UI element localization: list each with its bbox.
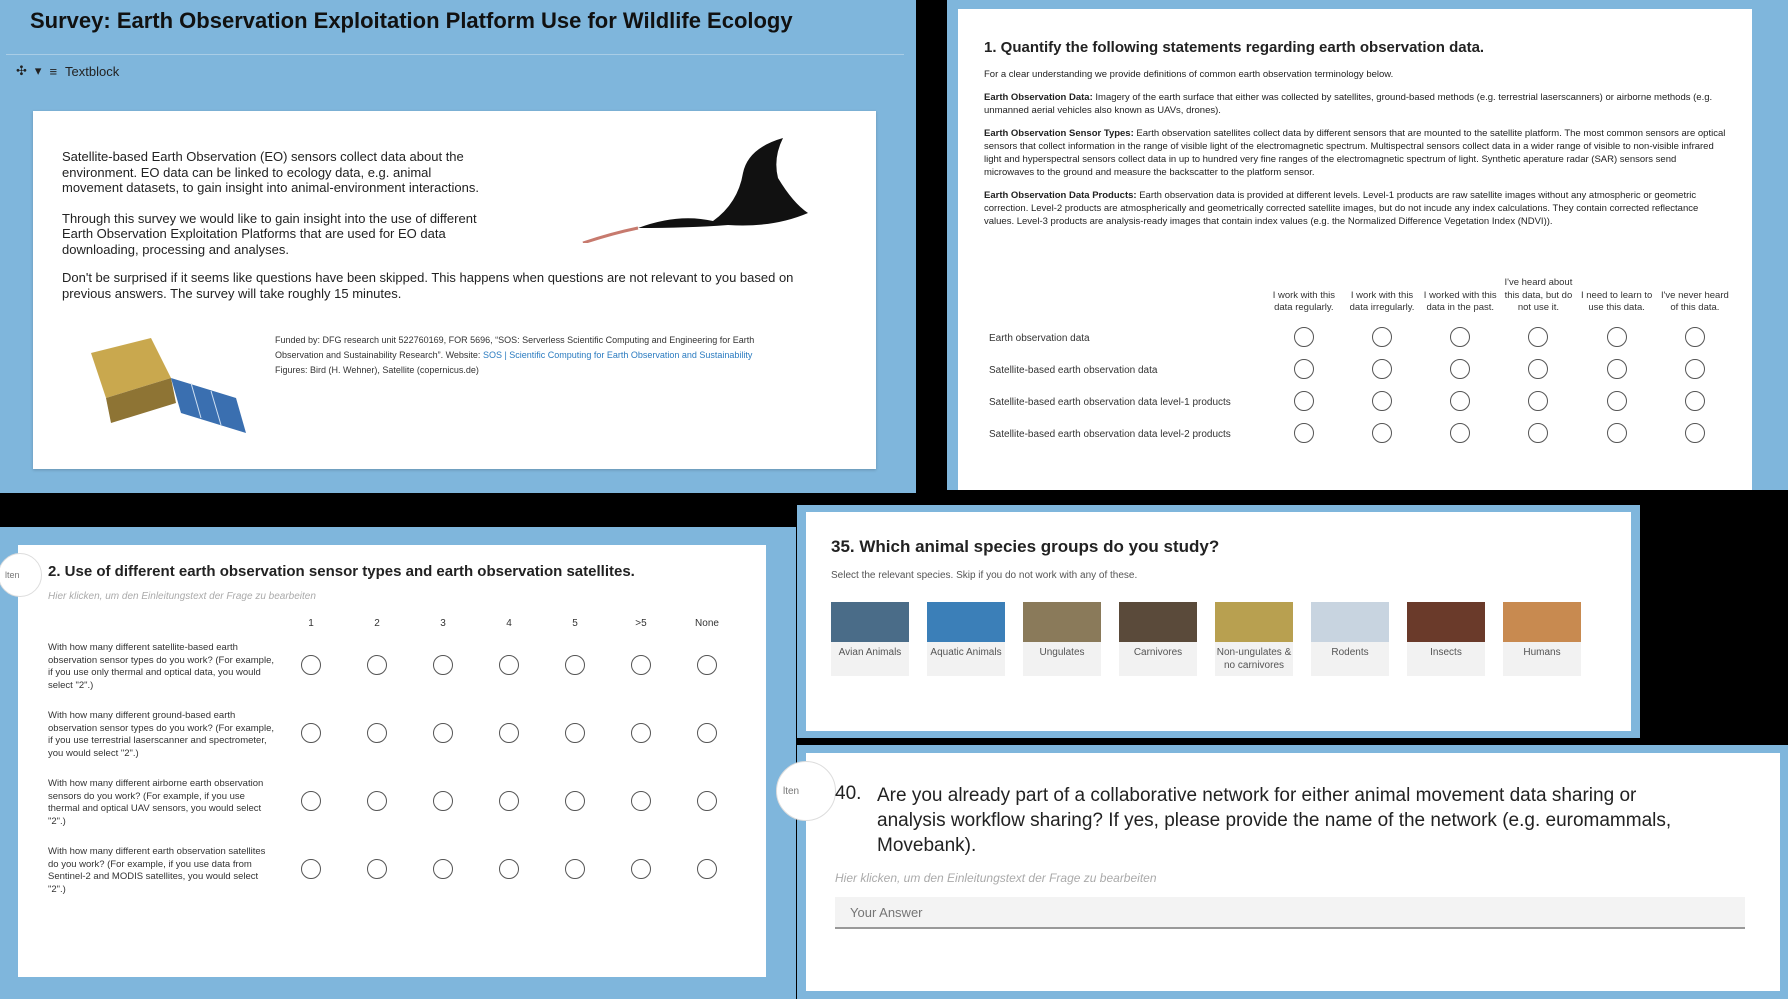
radio-button[interactable] bbox=[1528, 391, 1548, 411]
radio-button[interactable] bbox=[631, 791, 651, 811]
block-toolbar bbox=[16, 63, 119, 79]
non-ungulates-image bbox=[1215, 602, 1293, 642]
question-2-card bbox=[5, 545, 766, 977]
radio-button[interactable] bbox=[433, 655, 453, 675]
matrix-row bbox=[984, 387, 1734, 419]
radio-button[interactable] bbox=[565, 723, 585, 743]
column-header: None bbox=[695, 617, 719, 629]
radio-button[interactable] bbox=[1372, 359, 1392, 379]
radio-button[interactable] bbox=[565, 791, 585, 811]
radio-button[interactable] bbox=[433, 859, 453, 879]
species-option-humans[interactable]: Humans bbox=[1503, 602, 1581, 676]
row-label: Satellite-based earth observation data level-2 products bbox=[989, 429, 1231, 440]
column-header: 2 bbox=[374, 617, 380, 629]
column-header: 1 bbox=[308, 617, 314, 629]
species-option-ungulates[interactable]: Ungulates bbox=[1023, 602, 1101, 676]
matrix-row bbox=[48, 837, 740, 905]
column-header: I need to learn to use this data. bbox=[1580, 289, 1653, 313]
intro-card bbox=[33, 111, 876, 469]
row-label: Satellite-based earth observation data bbox=[989, 365, 1158, 376]
radio-button[interactable] bbox=[301, 791, 321, 811]
matrix-row bbox=[48, 633, 740, 701]
species-option-carnivores[interactable]: Carnivores bbox=[1119, 602, 1197, 676]
column-header: I work with this data irregularly. bbox=[1349, 289, 1415, 313]
column-header: I've never heard of this data. bbox=[1660, 289, 1729, 313]
radio-button[interactable] bbox=[499, 791, 519, 811]
textblock-label[interactable]: Textblock bbox=[65, 63, 120, 79]
column-header: 4 bbox=[506, 617, 512, 629]
question-1-card bbox=[958, 9, 1752, 490]
column-header: 5 bbox=[572, 617, 578, 629]
radio-button[interactable] bbox=[631, 723, 651, 743]
chevron-down-icon[interactable]: ▾ bbox=[34, 63, 42, 78]
row-label: With how many different ground-based earth observation sensor types do you work? (For example, if you use terrestrial laserscanner and spectrometer, you would select "2".) bbox=[48, 710, 274, 759]
radio-button[interactable] bbox=[1685, 359, 1705, 379]
question-2-matrix bbox=[48, 613, 740, 905]
row-label: Satellite-based earth observation data level-1 products bbox=[989, 397, 1231, 408]
radio-button[interactable] bbox=[631, 859, 651, 879]
side-button[interactable]: lten bbox=[776, 761, 836, 821]
rodents-image bbox=[1311, 602, 1389, 642]
radio-button[interactable] bbox=[499, 723, 519, 743]
radio-button[interactable] bbox=[367, 723, 387, 743]
intro-text bbox=[62, 149, 482, 272]
species-option-aquatic[interactable]: Aquatic Animals bbox=[927, 602, 1005, 676]
definition-sensor-types: Earth Observation Sensor Types: Earth observation satellites collect data by different sensors that are mounted to the satellite platform. The most common sensors are optical sensors that collect information in the range of visible light of the electromagnetic spectrum. Multispectral sensors collect data in a wider range of visible to non-visible infrared light and hyperspectral sensors collect data in up to hundred very fine ranges of the electromagnetic spectrum of light. Synthetic aperature radar (SAR) sensors send microwaves to the ground and measure the backscatter to the platform sensor. bbox=[984, 128, 1726, 178]
radio-button[interactable] bbox=[1528, 327, 1548, 347]
intro-paragraph-2: Through this survey we would like to gain insight into the use of different Earth Observation Exploitation Platforms that are used for EO data downloading, processing and analyses. bbox=[62, 210, 477, 257]
radio-button[interactable] bbox=[565, 859, 585, 879]
radio-button[interactable] bbox=[1685, 423, 1705, 443]
question-40-number: 40. bbox=[835, 783, 862, 804]
column-header: >5 bbox=[635, 617, 647, 629]
row-label: With how many different airborne earth observation sensors do you work? (For example, if you use thermal and optical UAV sensors, you would select "2".) bbox=[48, 778, 264, 827]
species-option-non-ungulates[interactable]: Non-ungulates & no carnivores bbox=[1215, 602, 1293, 676]
radio-button[interactable] bbox=[1685, 391, 1705, 411]
radio-button[interactable] bbox=[499, 859, 519, 879]
radio-button[interactable] bbox=[1607, 423, 1627, 443]
radio-button[interactable] bbox=[1450, 423, 1470, 443]
radio-button[interactable] bbox=[367, 859, 387, 879]
radio-button[interactable] bbox=[1607, 391, 1627, 411]
question-2-title: 2. Use of different earth observation sensor types and earth observation satellites. bbox=[48, 563, 635, 580]
species-options bbox=[831, 602, 1581, 676]
radio-button[interactable] bbox=[565, 655, 585, 675]
radio-button[interactable] bbox=[631, 655, 651, 675]
figures-credit: Figures: Bird (H. Wehner), Satellite (copernicus.de) bbox=[275, 365, 479, 375]
definition-data-products: Earth Observation Data Products: Earth observation data is provided at different levels. Level-1 products are raw satellite images without any atmospheric or geometric correction. Level-2 products are atmospherically and geometrically corrected satellite images, but do not incude any index calculations. They contain corrected reflectance values. Level-3 products are analysis-ready images that contain index values (e.g. the Normalized Difference Vegetation Index (NDVI)). bbox=[984, 190, 1699, 227]
matrix-row bbox=[984, 323, 1734, 355]
radio-button[interactable] bbox=[1685, 327, 1705, 347]
avian-image bbox=[831, 602, 909, 642]
column-header: 3 bbox=[440, 617, 446, 629]
funding-note: Funded by: DFG research unit 522760169, FOR 5696, “SOS: Serverless Scientific Computing and Engineering for Earth Observation and Sustainability Research”. Website: SOS | Scientific Computing for Earth Observation and Sustainability Figures: Bird (H. Wehner), Satellite (copernicus.de) bbox=[275, 335, 755, 375]
radio-button[interactable] bbox=[301, 859, 321, 879]
radio-button[interactable] bbox=[1528, 359, 1548, 379]
survey-title: Survey: Earth Observation Exploitation Platform Use for Wildlife Ecology bbox=[30, 8, 793, 33]
radio-button[interactable] bbox=[697, 791, 717, 811]
question-35-title: 35. Which animal species groups do you study? bbox=[831, 537, 1220, 556]
definitions-lead: For a clear understanding we provide definitions of common earth observation terminology below. bbox=[984, 69, 1394, 80]
question-1-title: 1. Quantify the following statements regarding earth observation data. bbox=[984, 39, 1485, 56]
matrix-row bbox=[984, 355, 1734, 387]
radio-button[interactable] bbox=[1528, 423, 1548, 443]
radio-button[interactable] bbox=[1450, 327, 1470, 347]
radio-button[interactable] bbox=[1372, 327, 1392, 347]
radio-button[interactable] bbox=[301, 723, 321, 743]
column-header: I worked with this data in the past. bbox=[1423, 289, 1497, 313]
radio-button[interactable] bbox=[1450, 391, 1470, 411]
radio-button[interactable] bbox=[1294, 327, 1314, 347]
row-label: With how many different earth observation satellites do you work? (For example, if you use data from Sentinel-2 and MODIS satellites, you would select "2".) bbox=[48, 846, 266, 895]
question-1-panel bbox=[947, 0, 1788, 490]
question-40-text: Are you already part of a collaborative network for either animal movement data sharing or analysis workflow sharing? If yes, please provide the name of the network (e.g. euromammals, Movebank). bbox=[877, 785, 1672, 856]
row-label: With how many different satellite-based earth observation sensor types do you work? (For example, if you use only thermal and optical data, you would select "2".) bbox=[48, 642, 274, 691]
radio-button[interactable] bbox=[499, 655, 519, 675]
column-header: I've heard about this data, but do not use it. bbox=[1504, 277, 1573, 313]
question-35-subtitle: Select the relevant species. Skip if you do not work with any of these. bbox=[831, 570, 1138, 581]
edit-intro-hint[interactable]: Hier klicken, um den Einleitungstext der Frage zu bearbeiten bbox=[48, 591, 316, 602]
question-1-matrix bbox=[984, 277, 1734, 451]
intro-paragraph-3: Don't be surprised if it seems like questions have been skipped. This happens when questions are not relevant to you based on previous answers. The survey will take roughly 15 minutes. bbox=[62, 270, 794, 301]
bird-image bbox=[578, 133, 808, 243]
move-icon[interactable]: ✣ bbox=[16, 63, 27, 78]
textblock-icon: ≡ bbox=[49, 63, 58, 79]
humans-image bbox=[1503, 602, 1581, 642]
aquatic-image bbox=[927, 602, 1005, 642]
radio-button[interactable] bbox=[301, 655, 321, 675]
divider bbox=[6, 54, 904, 55]
edit-intro-hint[interactable]: Hier klicken, um den Einleitungstext der Frage zu bearbeiten bbox=[835, 871, 1157, 885]
column-header: I work with this data regularly. bbox=[1272, 289, 1335, 313]
species-option-insects[interactable]: Insects bbox=[1407, 602, 1485, 676]
radio-button[interactable] bbox=[1372, 423, 1392, 443]
satellite-image bbox=[61, 323, 251, 438]
radio-button[interactable] bbox=[697, 655, 717, 675]
radio-button[interactable] bbox=[1607, 327, 1627, 347]
radio-button[interactable] bbox=[697, 859, 717, 879]
sos-website-link[interactable]: SOS | Scientific Computing for Earth Observation and Sustainability bbox=[482, 350, 753, 360]
side-button[interactable]: lten bbox=[0, 553, 42, 597]
species-option-avian[interactable]: Avian Animals bbox=[831, 602, 909, 676]
radio-button[interactable] bbox=[1294, 391, 1314, 411]
question-40-panel bbox=[783, 745, 1788, 999]
species-option-rodents[interactable]: Rodents bbox=[1311, 602, 1389, 676]
matrix-row bbox=[984, 419, 1734, 451]
row-label: Earth observation data bbox=[989, 333, 1090, 344]
radio-button[interactable] bbox=[1450, 359, 1470, 379]
radio-button[interactable] bbox=[433, 791, 453, 811]
definition-eo-data: Earth Observation Data: Imagery of the earth surface that either was collected by satellites, ground-based methods (e.g. terrestrial laserscanners) or airborne methods (e.g. unmanned aerial vehicles also known as UAVs, drones). bbox=[984, 92, 1713, 116]
carnivores-image bbox=[1119, 602, 1197, 642]
matrix-row bbox=[48, 769, 740, 837]
question-40-card bbox=[783, 753, 1780, 991]
radio-button[interactable] bbox=[433, 723, 453, 743]
question-35-card bbox=[806, 512, 1631, 731]
matrix-row bbox=[48, 701, 740, 769]
radio-button[interactable] bbox=[367, 791, 387, 811]
ungulates-image bbox=[1023, 602, 1101, 642]
insects-image bbox=[1407, 602, 1485, 642]
radio-button[interactable] bbox=[367, 655, 387, 675]
intro-paragraph-1: Satellite-based Earth Observation (EO) sensors collect data about the environment. EO data can be linked to ecology data, e.g. animal movement datasets, to gain insight into animal-environment interactions. bbox=[62, 149, 479, 195]
radio-button[interactable] bbox=[697, 723, 717, 743]
radio-button[interactable] bbox=[1294, 423, 1314, 443]
radio-button[interactable] bbox=[1294, 359, 1314, 379]
question-35-panel bbox=[797, 505, 1640, 738]
answer-input[interactable] bbox=[835, 897, 1745, 929]
radio-button[interactable] bbox=[1607, 359, 1627, 379]
radio-button[interactable] bbox=[1372, 391, 1392, 411]
survey-intro-panel bbox=[0, 0, 916, 493]
question-2-panel bbox=[0, 527, 796, 999]
